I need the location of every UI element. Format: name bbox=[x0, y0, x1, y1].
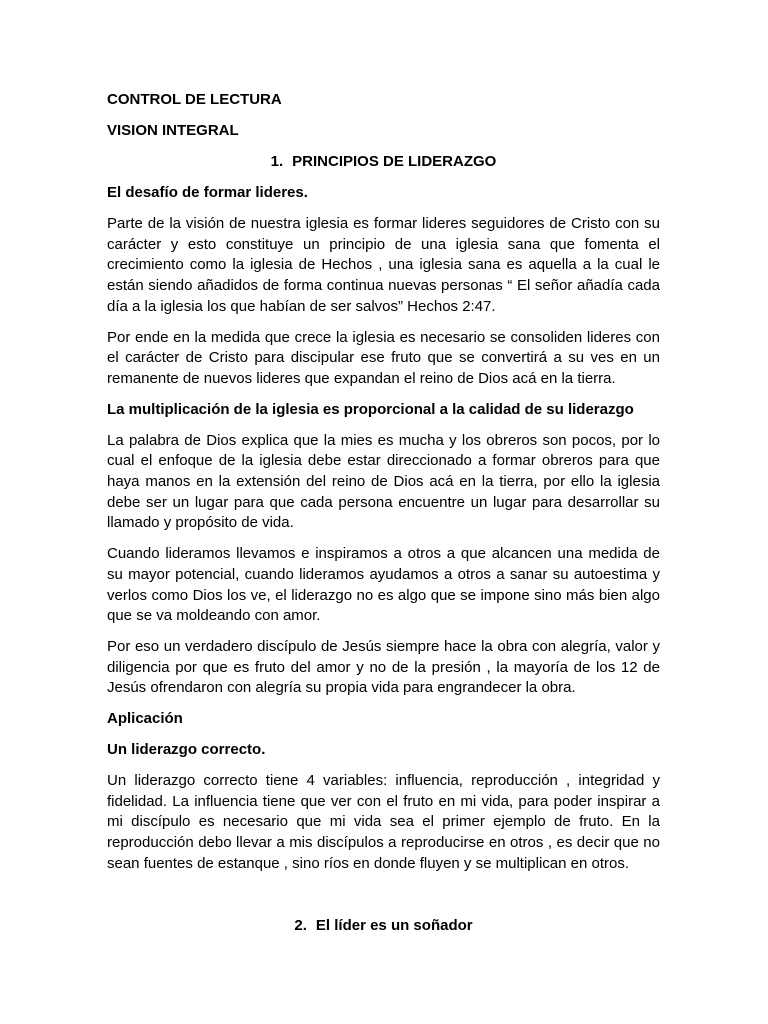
section-spacer bbox=[107, 885, 660, 916]
section-2-number: 2. bbox=[294, 916, 307, 934]
section-2-title: El líder es un soñador bbox=[315, 916, 473, 934]
subheading-multiplicacion: La multiplicación de la iglesia es proporcional a la calidad de su liderazgo bbox=[107, 400, 634, 418]
document-title: CONTROL DE LECTURA bbox=[107, 91, 282, 108]
paragraph-vision: Parte de la visión de nuestra iglesia es formar lideres seguidores de Cristo con su carácter y esto constituye un principio de una iglesia sana que fomenta el crecimiento como la iglesia de Hechos , una iglesia sana es aquella a la cual le están siendo añadidos de forma continua nuevas personas “ El señor añadía cada día a la iglesia los que habían de ser salvos” Hechos 2:47. bbox=[107, 215, 660, 315]
section-2-heading bbox=[107, 916, 660, 936]
paragraph-palabra: La palabra de Dios explica que la mies es mucha y los obreros son pocos, por lo cual el enfoque de la iglesia debe estar direccionado a formar obreros para que haya manos en la extensión del reino de Dios acá en la tierra, por ello la iglesia debe ser un lugar para que cada persona encuentre un lugar para desarrollar su llamado y propósito de vida. bbox=[107, 431, 660, 532]
section-1-number: 1. bbox=[270, 153, 284, 170]
paragraph-lideramos: Cuando lideramos llevamos e inspiramos a otros a que alcancen una medida de su mayor potencial, cuando lideramos ayudamos a otros a sanar su autoestima y verlos como Dios los ve, el liderazgo no es algo que se impone sino más bien algo que se va moldeando con amor. bbox=[107, 545, 660, 625]
section-1-title: PRINCIPIOS DE LIDERAZGO bbox=[292, 153, 497, 170]
subheading-liderazgo-correcto: Un liderazgo correcto. bbox=[107, 741, 266, 759]
subheading-aplicacion: Aplicación bbox=[107, 710, 183, 728]
subheading-desafio: El desafío de formar lideres. bbox=[107, 184, 308, 201]
document-page bbox=[107, 90, 660, 947]
paragraph-discipulo: Por eso un verdadero discípulo de Jesús siempre hace la obra con alegría, valor y diligencia por que es fruto del amor y no de la presión , la mayoría de los 12 de Jesús ofrendaron con alegría su propia vida para engrandecer la obra. bbox=[107, 637, 660, 697]
paragraph-consolidar: Por ende en la medida que crece la iglesia es necesario se consoliden lideres con el carácter de Cristo para discipular ese fruto que se convertirá a su ves en un remanente de nuevos lideres que expandan el reino de Dios acá en la tierra. bbox=[107, 328, 660, 387]
document-subtitle: VISION INTEGRAL bbox=[107, 122, 239, 139]
section-1-heading bbox=[107, 152, 660, 172]
paragraph-variables: Un liderazgo correcto tiene 4 variables: influencia, reproducción , integridad y fidelidad. La influencia tiene que ver con el fruto en mi vida, para poder inspirar a mi discípulo es necesario que mi vida sea el primer ejemplo de fruto. En la reproducción debo llevar a mis discípulos a reproducirse en otros , es decir que no sean fuentes de estanque , sino ríos en donde fluyen y se multiplican en otros. bbox=[107, 772, 660, 872]
